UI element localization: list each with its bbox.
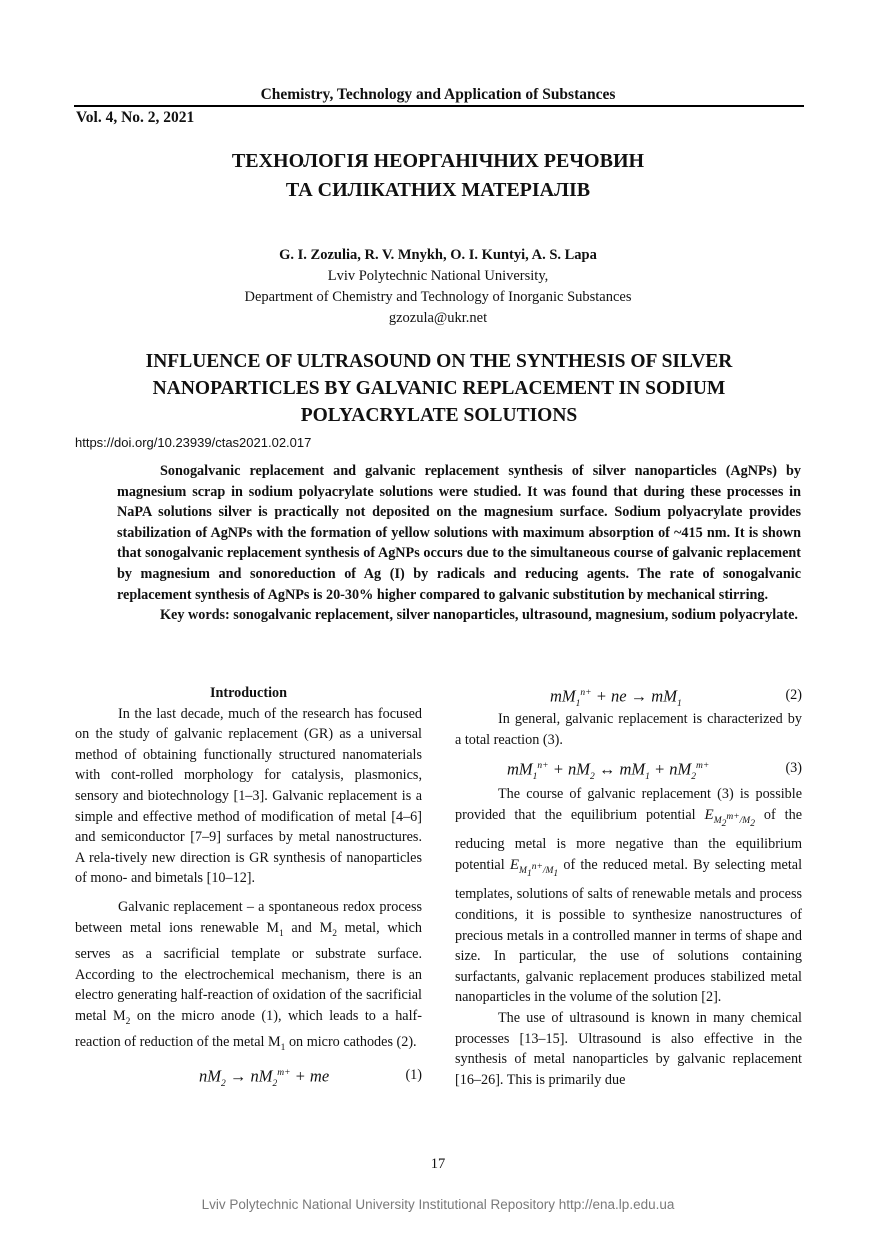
introduction-heading: Introduction [210, 685, 287, 701]
equation-2: $mM_1^{n+}$ + ne → $mM_1$ (2) [550, 686, 802, 709]
equation-1: $nM_2 \to nM_2^{m+}$ + me (1) [199, 1066, 422, 1089]
section-title-line1: ТЕХНОЛОГІЯ НЕОРГАНІЧНИХ РЕЧОВИН [231, 150, 645, 172]
author-email[interactable]: gzozula@ukr.net [388, 310, 488, 326]
equation-2-number: (2) [785, 687, 802, 703]
paper-title-line2: NANOPARTICLES BY GALVANIC REPLACEMENT IN SODIUM [152, 378, 726, 399]
abstract-text: Sonogalvanic replacement and galvanic replacement synthesis of silver nanoparticles (AgNPs) by magnesium scrap in sodium polyacrylate solutions were studied. It was found that during these processes in NaPA solutions silver is practically not deposited on the magnesium surface. Sodium polyacrylate provides stabilization of AgNPs with the formation of yellow solutions with maximum absorption of ~415 nm. It is shown that sonogalvanic replacement synthesis of AgNPs occurs due to the simultaneous course of galvanic replacement by magnesium and sonoreduction of Ag (I) by radicals and reducing agents. The rate of sonogalvanic replacement synthesis of AgNPs is 20-30% higher compared to galvanic substitution by mechanical stirring. [117, 463, 801, 603]
affiliation-department: Department of Chemistry and Technology of Inorganic Substances [244, 289, 632, 305]
right-paragraph-1: In general, galvanic replacement is characterized by a total reaction (3). [455, 711, 802, 748]
intro-paragraph-2: Galvanic replacement – a spontaneous redox process between metal ions renewable $M_1$ and $M_2$ metal, which serves as a sacrificial template or substrate surface. According to the electrochemical mechanism, there is an electro generating half-reaction of oxidation of the sacrificial metal $M_2$ on the micro anode (1), which leads to a half-reaction of reduction of the metal $M_1$ on micro cathodes (2). [75, 898, 422, 1053]
potential-reducing-metal: $E_{M_2^{m+}/M_2}$ [704, 806, 755, 829]
intro-paragraph-1: In the last decade, much of the research has focused on the study of galvanic replacement (GR) as a universal method of obtaining functionally structured nanomaterials with cont-rolled morphology for catalysis, plasmonics, sensory and biotechnology [1–3]. Galvanic replacement is a simple and effective method of modification of metal [4–6] and semiconductor [7–9] surfaces by metal nanostructures. A rela-tively new direction is GR synthesis of nanoparticles of mono- and bimetals [10–12]. [75, 705, 422, 887]
right-paragraph-3: The use of ultrasound is known in many chemical processes [13–15]. Ultrasound is also effective in the synthesis of metal nanoparticles by galvanic replacement [16–26]. This is primarily due [455, 1009, 802, 1088]
author-names: G. I. Zozulia, R. V. Mnykh, O. I. Kuntyi, A. S. Lapa [279, 247, 597, 263]
section-title-line2: ТА СИЛІКАТНИХ МАТЕРІАЛІВ [285, 179, 591, 201]
equation-3: $mM_1^{n+} + nM_2$ ↔ $mM_1 + nM_2^{m+}$ (3) [507, 759, 802, 782]
doi-link[interactable]: https://doi.org/10.23939/ctas2021.02.017 [75, 435, 312, 450]
journal-title: Chemistry, Technology and Application of Substances [260, 86, 616, 103]
paper-title [74, 348, 804, 429]
header-rule [74, 105, 804, 107]
right-column [455, 683, 802, 1090]
page-number: 17 [430, 1156, 446, 1172]
author-block [0, 245, 876, 329]
repository-footer[interactable]: Lviv Polytechnic National University Institutional Repository http://ena.lp.edu.ua [201, 1197, 675, 1212]
equation-3-number: (3) [785, 760, 802, 777]
right-paragraph-2: The course of galvanic replacement (3) is possible provided that the equilibrium potential $E_{M_2^{m+}/M_2}$ of the reducing metal is more negative than the equilibrium potential $E_{M_1^{n+}/M_1}$ of the reduced metal. By selecting metal templates, solutions of salts of renewable metals and process conditions, it is possible to synthesize nanostructures of precious metals in a controlled manner in terms of shape and size. In particular, the use of solutions containing surfactants, galvanic replacement produces stabilized metal nanoparticles in the volume of the solution [2]. [455, 786, 803, 1006]
volume-label: Vol. 4, No. 2, 2021 [76, 109, 195, 126]
abstract [117, 461, 801, 626]
affiliation-university: Lviv Polytechnic National University, [327, 268, 549, 284]
paper-title-line1: INFLUENCE OF ULTRASOUND ON THE SYNTHESIS OF SILVER [145, 351, 733, 372]
section-title [0, 147, 876, 205]
equation-1-number: (1) [405, 1066, 422, 1083]
paper-title-line3: POLYACRYLATE SOLUTIONS [300, 405, 578, 426]
keywords: Key words: sonogalvanic replacement, silver nanoparticles, ultrasound, magnesium, sodium polyacrylate. [160, 607, 798, 624]
left-column [75, 683, 422, 1089]
potential-reduced-metal: $E_{M_1^{n+}/M_1}$ [509, 856, 559, 879]
